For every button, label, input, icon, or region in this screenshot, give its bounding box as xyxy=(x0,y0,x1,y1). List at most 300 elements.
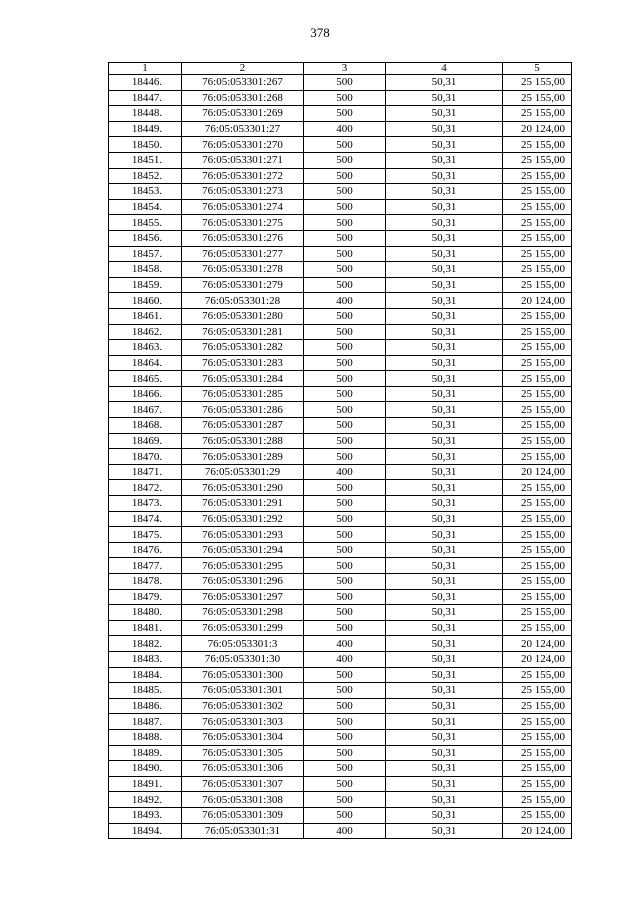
cadastral-number-cell: 76:05:053301:292 xyxy=(182,511,304,527)
area-cell: 500 xyxy=(304,589,386,605)
area-cell: 500 xyxy=(304,605,386,621)
row-number-cell: 18493. xyxy=(109,807,182,823)
rate-cell: 50,31 xyxy=(386,636,503,652)
amount-cell: 25 155,00 xyxy=(503,277,572,293)
table-row xyxy=(109,215,572,231)
row-number-cell: 18488. xyxy=(109,729,182,745)
rate-cell: 50,31 xyxy=(386,620,503,636)
rate-cell: 50,31 xyxy=(386,199,503,215)
cadastral-number-cell: 76:05:053301:271 xyxy=(182,152,304,168)
table-row xyxy=(109,464,572,480)
row-number-cell: 18489. xyxy=(109,745,182,761)
area-cell: 500 xyxy=(304,137,386,153)
amount-cell: 25 155,00 xyxy=(503,433,572,449)
row-number-cell: 18469. xyxy=(109,433,182,449)
rate-cell: 50,31 xyxy=(386,137,503,153)
rate-cell: 50,31 xyxy=(386,714,503,730)
area-cell: 500 xyxy=(304,433,386,449)
header-col-3: 3 xyxy=(304,63,386,75)
amount-cell: 25 155,00 xyxy=(503,184,572,200)
row-number-cell: 18485. xyxy=(109,683,182,699)
table-row xyxy=(109,496,572,512)
cadastral-number-cell: 76:05:053301:302 xyxy=(182,698,304,714)
area-cell: 500 xyxy=(304,215,386,231)
area-cell: 400 xyxy=(304,651,386,667)
rate-cell: 50,31 xyxy=(386,511,503,527)
row-number-cell: 18467. xyxy=(109,402,182,418)
area-cell: 500 xyxy=(304,184,386,200)
area-cell: 500 xyxy=(304,371,386,387)
amount-cell: 25 155,00 xyxy=(503,792,572,808)
rate-cell: 50,31 xyxy=(386,168,503,184)
table-row xyxy=(109,262,572,278)
area-cell: 500 xyxy=(304,698,386,714)
table-row xyxy=(109,386,572,402)
area-cell: 500 xyxy=(304,106,386,122)
header-col-1: 1 xyxy=(109,63,182,75)
row-number-cell: 18472. xyxy=(109,480,182,496)
table-row xyxy=(109,277,572,293)
table-row xyxy=(109,449,572,465)
amount-cell: 25 155,00 xyxy=(503,667,572,683)
amount-cell: 25 155,00 xyxy=(503,480,572,496)
table-row xyxy=(109,355,572,371)
cadastral-number-cell: 76:05:053301:287 xyxy=(182,418,304,434)
area-cell: 500 xyxy=(304,667,386,683)
row-number-cell: 18468. xyxy=(109,418,182,434)
rate-cell: 50,31 xyxy=(386,121,503,137)
amount-cell: 25 155,00 xyxy=(503,761,572,777)
area-cell: 500 xyxy=(304,449,386,465)
row-number-cell: 18455. xyxy=(109,215,182,231)
area-cell: 500 xyxy=(304,792,386,808)
row-number-cell: 18451. xyxy=(109,152,182,168)
cadastral-number-cell: 76:05:053301:278 xyxy=(182,262,304,278)
area-cell: 500 xyxy=(304,729,386,745)
area-cell: 500 xyxy=(304,480,386,496)
table-row xyxy=(109,542,572,558)
amount-cell: 25 155,00 xyxy=(503,418,572,434)
row-number-cell: 18480. xyxy=(109,605,182,621)
amount-cell: 25 155,00 xyxy=(503,106,572,122)
rate-cell: 50,31 xyxy=(386,745,503,761)
rate-cell: 50,31 xyxy=(386,262,503,278)
amount-cell: 25 155,00 xyxy=(503,449,572,465)
row-number-cell: 18458. xyxy=(109,262,182,278)
amount-cell: 25 155,00 xyxy=(503,137,572,153)
table-row xyxy=(109,511,572,527)
row-number-cell: 18460. xyxy=(109,293,182,309)
row-number-cell: 18475. xyxy=(109,527,182,543)
table-row xyxy=(109,761,572,777)
area-cell: 400 xyxy=(304,293,386,309)
area-cell: 500 xyxy=(304,776,386,792)
amount-cell: 25 155,00 xyxy=(503,589,572,605)
cadastral-number-cell: 76:05:053301:307 xyxy=(182,776,304,792)
area-cell: 500 xyxy=(304,168,386,184)
table-body xyxy=(109,75,572,839)
amount-cell: 25 155,00 xyxy=(503,308,572,324)
header-col-2: 2 xyxy=(182,63,304,75)
amount-cell: 25 155,00 xyxy=(503,75,572,91)
row-number-cell: 18466. xyxy=(109,386,182,402)
table-row xyxy=(109,168,572,184)
table-row xyxy=(109,106,572,122)
area-cell: 500 xyxy=(304,542,386,558)
rate-cell: 50,31 xyxy=(386,277,503,293)
amount-cell: 20 124,00 xyxy=(503,823,572,839)
row-number-cell: 18492. xyxy=(109,792,182,808)
row-number-cell: 18446. xyxy=(109,75,182,91)
row-number-cell: 18447. xyxy=(109,90,182,106)
amount-cell: 25 155,00 xyxy=(503,605,572,621)
cadastral-number-cell: 76:05:053301:295 xyxy=(182,558,304,574)
cadastral-number-cell: 76:05:053301:3 xyxy=(182,636,304,652)
rate-cell: 50,31 xyxy=(386,152,503,168)
table-row xyxy=(109,293,572,309)
amount-cell: 25 155,00 xyxy=(503,324,572,340)
rate-cell: 50,31 xyxy=(386,106,503,122)
amount-cell: 25 155,00 xyxy=(503,262,572,278)
row-number-cell: 18449. xyxy=(109,121,182,137)
amount-cell: 25 155,00 xyxy=(503,386,572,402)
cadastral-number-cell: 76:05:053301:286 xyxy=(182,402,304,418)
rate-cell: 50,31 xyxy=(386,729,503,745)
rate-cell: 50,31 xyxy=(386,605,503,621)
area-cell: 500 xyxy=(304,402,386,418)
cadastral-number-cell: 76:05:053301:284 xyxy=(182,371,304,387)
row-number-cell: 18470. xyxy=(109,449,182,465)
header-col-4: 4 xyxy=(386,63,503,75)
table-row xyxy=(109,152,572,168)
area-cell: 500 xyxy=(304,496,386,512)
cadastral-number-cell: 76:05:053301:29 xyxy=(182,464,304,480)
amount-cell: 25 155,00 xyxy=(503,230,572,246)
amount-cell: 25 155,00 xyxy=(503,402,572,418)
table-row xyxy=(109,636,572,652)
rate-cell: 50,31 xyxy=(386,761,503,777)
rate-cell: 50,31 xyxy=(386,386,503,402)
amount-cell: 25 155,00 xyxy=(503,355,572,371)
row-number-cell: 18494. xyxy=(109,823,182,839)
table-row xyxy=(109,714,572,730)
amount-cell: 25 155,00 xyxy=(503,683,572,699)
area-cell: 500 xyxy=(304,386,386,402)
cadastral-number-cell: 76:05:053301:308 xyxy=(182,792,304,808)
cadastral-number-cell: 76:05:053301:31 xyxy=(182,823,304,839)
rate-cell: 50,31 xyxy=(386,698,503,714)
table-row xyxy=(109,651,572,667)
row-number-cell: 18454. xyxy=(109,199,182,215)
cadastral-number-cell: 76:05:053301:268 xyxy=(182,90,304,106)
area-cell: 500 xyxy=(304,90,386,106)
amount-cell: 25 155,00 xyxy=(503,371,572,387)
rate-cell: 50,31 xyxy=(386,527,503,543)
cadastral-number-cell: 76:05:053301:30 xyxy=(182,651,304,667)
cadastral-number-cell: 76:05:053301:296 xyxy=(182,574,304,590)
row-number-cell: 18483. xyxy=(109,651,182,667)
cadastral-number-cell: 76:05:053301:267 xyxy=(182,75,304,91)
rate-cell: 50,31 xyxy=(386,433,503,449)
amount-cell: 25 155,00 xyxy=(503,776,572,792)
amount-cell: 25 155,00 xyxy=(503,511,572,527)
amount-cell: 25 155,00 xyxy=(503,698,572,714)
table-row xyxy=(109,433,572,449)
amount-cell: 25 155,00 xyxy=(503,246,572,262)
area-cell: 400 xyxy=(304,823,386,839)
amount-cell: 20 124,00 xyxy=(503,636,572,652)
rate-cell: 50,31 xyxy=(386,558,503,574)
row-number-cell: 18456. xyxy=(109,230,182,246)
area-cell: 500 xyxy=(304,683,386,699)
cadastral-number-cell: 76:05:053301:285 xyxy=(182,386,304,402)
cadastral-number-cell: 76:05:053301:291 xyxy=(182,496,304,512)
cadastral-number-cell: 76:05:053301:297 xyxy=(182,589,304,605)
area-cell: 500 xyxy=(304,527,386,543)
cadastral-number-cell: 76:05:053301:275 xyxy=(182,215,304,231)
cadastral-number-cell: 76:05:053301:298 xyxy=(182,605,304,621)
amount-cell: 25 155,00 xyxy=(503,199,572,215)
amount-cell: 25 155,00 xyxy=(503,90,572,106)
row-number-cell: 18486. xyxy=(109,698,182,714)
area-cell: 500 xyxy=(304,262,386,278)
area-cell: 500 xyxy=(304,761,386,777)
cadastral-number-cell: 76:05:053301:304 xyxy=(182,729,304,745)
table-row xyxy=(109,776,572,792)
cadastral-number-cell: 76:05:053301:282 xyxy=(182,340,304,356)
row-number-cell: 18478. xyxy=(109,574,182,590)
table-row xyxy=(109,807,572,823)
area-cell: 400 xyxy=(304,121,386,137)
table-row xyxy=(109,402,572,418)
header-row xyxy=(109,63,572,75)
area-cell: 500 xyxy=(304,152,386,168)
rate-cell: 50,31 xyxy=(386,464,503,480)
amount-cell: 25 155,00 xyxy=(503,807,572,823)
table-row xyxy=(109,418,572,434)
rate-cell: 50,31 xyxy=(386,683,503,699)
rate-cell: 50,31 xyxy=(386,667,503,683)
rate-cell: 50,31 xyxy=(386,75,503,91)
rate-cell: 50,31 xyxy=(386,589,503,605)
row-number-cell: 18487. xyxy=(109,714,182,730)
area-cell: 500 xyxy=(304,75,386,91)
cadastral-number-cell: 76:05:053301:277 xyxy=(182,246,304,262)
rate-cell: 50,31 xyxy=(386,496,503,512)
area-cell: 500 xyxy=(304,340,386,356)
table-row xyxy=(109,199,572,215)
rate-cell: 50,31 xyxy=(386,449,503,465)
row-number-cell: 18463. xyxy=(109,340,182,356)
cadastral-number-cell: 76:05:053301:309 xyxy=(182,807,304,823)
row-number-cell: 18479. xyxy=(109,589,182,605)
amount-cell: 25 155,00 xyxy=(503,558,572,574)
amount-cell: 25 155,00 xyxy=(503,215,572,231)
amount-cell: 25 155,00 xyxy=(503,168,572,184)
table-row xyxy=(109,371,572,387)
row-number-cell: 18457. xyxy=(109,246,182,262)
rate-cell: 50,31 xyxy=(386,246,503,262)
header-col-5: 5 xyxy=(503,63,572,75)
rate-cell: 50,31 xyxy=(386,293,503,309)
table-row xyxy=(109,745,572,761)
cadastral-number-cell: 76:05:053301:301 xyxy=(182,683,304,699)
table-row xyxy=(109,246,572,262)
row-number-cell: 18464. xyxy=(109,355,182,371)
area-cell: 500 xyxy=(304,418,386,434)
row-number-cell: 18448. xyxy=(109,106,182,122)
rate-cell: 50,31 xyxy=(386,355,503,371)
table-row xyxy=(109,667,572,683)
table-row xyxy=(109,121,572,137)
table-row xyxy=(109,137,572,153)
table-row xyxy=(109,620,572,636)
rate-cell: 50,31 xyxy=(386,480,503,496)
amount-cell: 20 124,00 xyxy=(503,464,572,480)
area-cell: 500 xyxy=(304,355,386,371)
rate-cell: 50,31 xyxy=(386,823,503,839)
cadastral-number-cell: 76:05:053301:279 xyxy=(182,277,304,293)
table-row xyxy=(109,324,572,340)
table-row xyxy=(109,308,572,324)
area-cell: 500 xyxy=(304,246,386,262)
area-cell: 500 xyxy=(304,558,386,574)
amount-cell: 25 155,00 xyxy=(503,340,572,356)
amount-cell: 25 155,00 xyxy=(503,745,572,761)
area-cell: 500 xyxy=(304,230,386,246)
cadastral-number-cell: 76:05:053301:300 xyxy=(182,667,304,683)
area-cell: 500 xyxy=(304,620,386,636)
cadastral-number-cell: 76:05:053301:274 xyxy=(182,199,304,215)
cadastral-number-cell: 76:05:053301:276 xyxy=(182,230,304,246)
area-cell: 500 xyxy=(304,714,386,730)
table-row xyxy=(109,480,572,496)
cadastral-number-cell: 76:05:053301:306 xyxy=(182,761,304,777)
rate-cell: 50,31 xyxy=(386,418,503,434)
amount-cell: 25 155,00 xyxy=(503,496,572,512)
table-row xyxy=(109,527,572,543)
cadastral-number-cell: 76:05:053301:281 xyxy=(182,324,304,340)
rate-cell: 50,31 xyxy=(386,184,503,200)
row-number-cell: 18461. xyxy=(109,308,182,324)
rate-cell: 50,31 xyxy=(386,651,503,667)
page-number: 378 xyxy=(310,25,330,40)
cadastral-number-cell: 76:05:053301:299 xyxy=(182,620,304,636)
table-row xyxy=(109,574,572,590)
amount-cell: 25 155,00 xyxy=(503,542,572,558)
cadastral-number-cell: 76:05:053301:289 xyxy=(182,449,304,465)
area-cell: 500 xyxy=(304,511,386,527)
row-number-cell: 18473. xyxy=(109,496,182,512)
row-number-cell: 18482. xyxy=(109,636,182,652)
rate-cell: 50,31 xyxy=(386,215,503,231)
amount-cell: 25 155,00 xyxy=(503,574,572,590)
rate-cell: 50,31 xyxy=(386,90,503,106)
row-number-cell: 18490. xyxy=(109,761,182,777)
row-number-cell: 18484. xyxy=(109,667,182,683)
amount-cell: 25 155,00 xyxy=(503,527,572,543)
table-row xyxy=(109,589,572,605)
rate-cell: 50,31 xyxy=(386,371,503,387)
table-row xyxy=(109,90,572,106)
row-number-cell: 18465. xyxy=(109,371,182,387)
cadastral-number-cell: 76:05:053301:280 xyxy=(182,308,304,324)
rate-cell: 50,31 xyxy=(386,574,503,590)
area-cell: 400 xyxy=(304,464,386,480)
rate-cell: 50,31 xyxy=(386,542,503,558)
rate-cell: 50,31 xyxy=(386,230,503,246)
table-row xyxy=(109,558,572,574)
cadastral-number-cell: 76:05:053301:269 xyxy=(182,106,304,122)
area-cell: 500 xyxy=(304,324,386,340)
table-row xyxy=(109,230,572,246)
amount-cell: 25 155,00 xyxy=(503,714,572,730)
row-number-cell: 18462. xyxy=(109,324,182,340)
row-number-cell: 18459. xyxy=(109,277,182,293)
rate-cell: 50,31 xyxy=(386,340,503,356)
area-cell: 500 xyxy=(304,199,386,215)
row-number-cell: 18477. xyxy=(109,558,182,574)
area-cell: 400 xyxy=(304,636,386,652)
area-cell: 500 xyxy=(304,308,386,324)
table-row xyxy=(109,605,572,621)
area-cell: 500 xyxy=(304,574,386,590)
amount-cell: 25 155,00 xyxy=(503,152,572,168)
cadastral-number-cell: 76:05:053301:290 xyxy=(182,480,304,496)
table-row xyxy=(109,184,572,200)
cadastral-number-cell: 76:05:053301:270 xyxy=(182,137,304,153)
row-number-cell: 18474. xyxy=(109,511,182,527)
row-number-cell: 18450. xyxy=(109,137,182,153)
cadastral-number-cell: 76:05:053301:303 xyxy=(182,714,304,730)
row-number-cell: 18453. xyxy=(109,184,182,200)
table-row xyxy=(109,75,572,91)
area-cell: 500 xyxy=(304,745,386,761)
area-cell: 500 xyxy=(304,807,386,823)
table-row xyxy=(109,698,572,714)
table-row xyxy=(109,340,572,356)
rate-cell: 50,31 xyxy=(386,308,503,324)
amount-cell: 25 155,00 xyxy=(503,620,572,636)
table-row xyxy=(109,823,572,839)
table-row xyxy=(109,792,572,808)
row-number-cell: 18471. xyxy=(109,464,182,480)
data-table xyxy=(108,62,572,839)
cadastral-number-cell: 76:05:053301:294 xyxy=(182,542,304,558)
cadastral-number-cell: 76:05:053301:305 xyxy=(182,745,304,761)
cadastral-number-cell: 76:05:053301:293 xyxy=(182,527,304,543)
cadastral-number-cell: 76:05:053301:28 xyxy=(182,293,304,309)
row-number-cell: 18476. xyxy=(109,542,182,558)
rate-cell: 50,31 xyxy=(386,792,503,808)
table-row xyxy=(109,683,572,699)
table-header xyxy=(109,63,572,75)
rate-cell: 50,31 xyxy=(386,324,503,340)
rate-cell: 50,31 xyxy=(386,807,503,823)
cadastral-number-cell: 76:05:053301:272 xyxy=(182,168,304,184)
cadastral-number-cell: 76:05:053301:273 xyxy=(182,184,304,200)
rate-cell: 50,31 xyxy=(386,776,503,792)
row-number-cell: 18491. xyxy=(109,776,182,792)
cadastral-number-cell: 76:05:053301:283 xyxy=(182,355,304,371)
table-row xyxy=(109,729,572,745)
area-cell: 500 xyxy=(304,277,386,293)
cadastral-number-cell: 76:05:053301:27 xyxy=(182,121,304,137)
amount-cell: 20 124,00 xyxy=(503,293,572,309)
row-number-cell: 18481. xyxy=(109,620,182,636)
rate-cell: 50,31 xyxy=(386,402,503,418)
cadastral-number-cell: 76:05:053301:288 xyxy=(182,433,304,449)
